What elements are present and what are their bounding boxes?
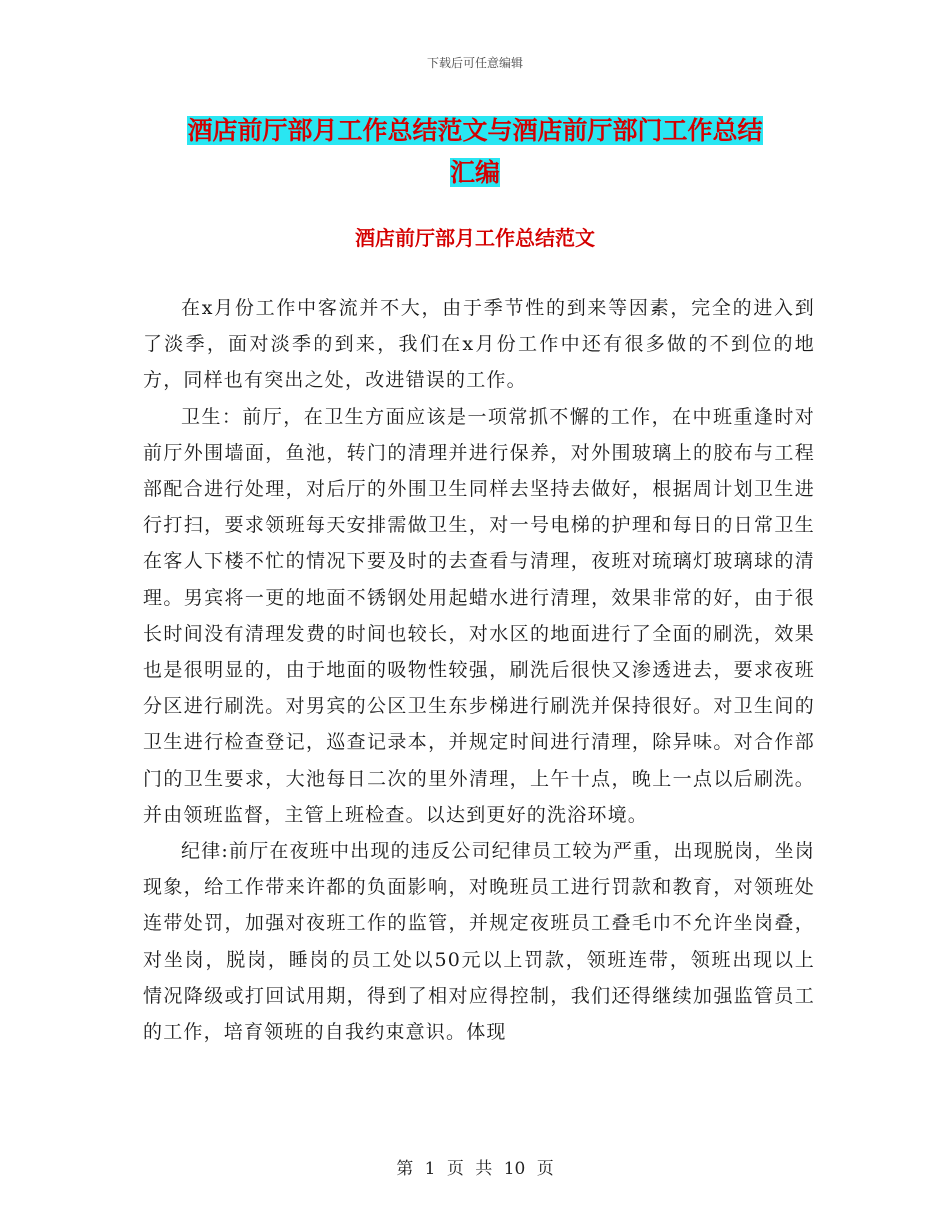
document-title-line-1: 酒店前厅部月工作总结范文与酒店前厅部门工作总结 bbox=[187, 116, 763, 145]
page-number-footer: 第 1 页 共 10 页 bbox=[396, 1159, 554, 1179]
paragraph-discipline: 纪律:前厅在夜班中出现的违反公司纪律员工较为严重，出现脱岗，坐岗现象，给工作带来许都的负面影响，对晚班员工进行罚款和教育，对领班处连带处罚，加强对夜班工作的监管，并规定夜班员工叠毛巾不允许坐岗叠，对坐岗，脱岗，睡岗的员工处以50元以上罚款，领班连带，领班出现以上情况降级或打回试用期，得到了相对应得控制，我们还得继续加强监管员工的工作，培育领班的自我约束意识。体现 bbox=[143, 840, 815, 1044]
page-header-note: 下载后可任意编辑 bbox=[426, 56, 523, 70]
document-title bbox=[140, 110, 810, 194]
section-title: 酒店前厅部月工作总结范文 bbox=[355, 226, 595, 250]
document-body bbox=[143, 290, 815, 1050]
document-title-line-2: 汇编 bbox=[449, 158, 500, 187]
paragraph-hygiene: 卫生：前厅，在卫生方面应该是一项常抓不懈的工作，在中班重逢时对前厅外围墙面，鱼池，转门的清理并进行保养，对外围玻璃上的胶布与工程部配合进行处理，对后厅的外围卫生同样去坚持去做好，根据周计划卫生进行打扫，要求领班每天安排需做卫生，对一号电梯的护理和每日的日常卫生在客人下楼不忙的情况下要及时的去查看与清理，夜班对琉璃灯玻璃球的清理。男宾将一更的地面不锈钢处用起蜡水进行清理，效果非常的好，由于很长时间没有清理发费的时间也较长，对水区的地面进行了全面的刷洗，效果也是很明显的，由于地面的吸物性较强，刷洗后很快又渗透进去，要求夜班分区进行刷洗。对男宾的公区卫生东步梯进行刷洗并保持很好。对卫生间的卫生进行检查登记，巡查记录本，并规定时间进行清理，除异味。对合作部门的卫生要求，大池每日二次的里外清理，上午十点，晚上一点以后刷洗。并由领班监督，主管上班检查。以达到更好的洗浴环境。 bbox=[143, 405, 815, 826]
paragraph-intro: 在x月份工作中客流并不大，由于季节性的到来等因素，完全的进入到了淡季，面对淡季的到来，我们在x月份工作中还有很多做的不到位的地方，同样也有突出之处，改进错误的工作。 bbox=[143, 297, 815, 392]
